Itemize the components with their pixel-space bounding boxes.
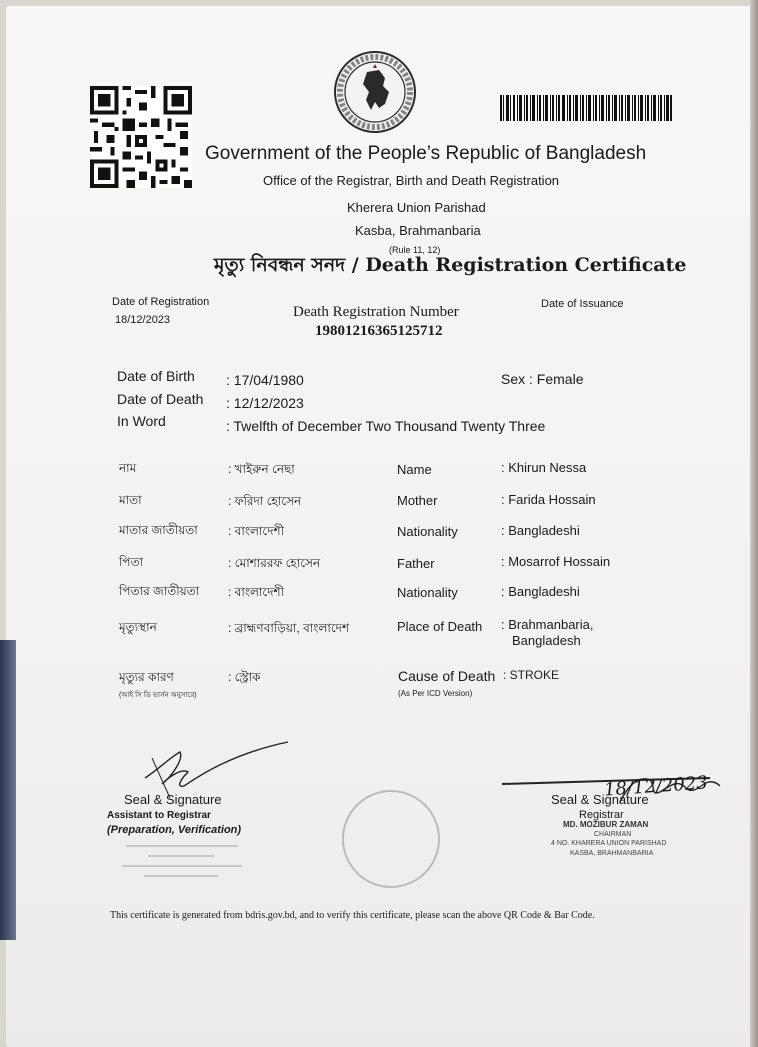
- qr-code-icon: [90, 86, 192, 188]
- cause-value-bn: : স্ট্রোক: [228, 670, 261, 684]
- stamp-line: 4 NO. KHARERA UNION PARISHAD: [551, 840, 667, 847]
- cause-note-bn: (আই সি ডি ভার্সন অনুসারে): [119, 692, 197, 699]
- registration-number-label: Death Registration Number: [293, 304, 459, 320]
- background-edge-left: [0, 640, 16, 940]
- row-value-en: : Brahmanbaria,: [501, 617, 594, 632]
- dob-value: : 17/04/1980: [226, 372, 304, 388]
- row-label-en: Nationality: [397, 524, 458, 539]
- row-value-en: : Farida Hossain: [501, 492, 596, 507]
- faded-stamp-icon: [118, 840, 248, 886]
- cause-value-en: : STROKE: [503, 668, 560, 682]
- row-value-en: : Bangladeshi: [501, 584, 580, 599]
- row-value-bn: : ব্রাহ্মণবাড়িয়া, বাংলাদেশ: [228, 621, 350, 635]
- row-value-bn: : বাংলাদেশী: [228, 585, 285, 599]
- issuance-date-label: Date of Issuance: [541, 298, 624, 310]
- row-label-en: Place of Death: [397, 619, 483, 634]
- inword-label: In Word: [117, 413, 166, 429]
- row-label-bn: নাম: [119, 461, 137, 475]
- certificate-title-en: Death Registration Certificate: [358, 254, 687, 276]
- row-label-bn: মৃত্যুস্থান: [119, 620, 157, 634]
- left-role: Assistant to Registrar: [107, 810, 211, 821]
- row-label-en: Nationality: [397, 585, 458, 600]
- office-name: Office of the Registrar, Birth and Death Registration: [263, 173, 560, 188]
- row-value-en: : Mosarrof Hossain: [501, 554, 611, 569]
- row-value-bn: : বাংলাদেশী: [228, 524, 285, 538]
- official-seal-icon: [342, 790, 440, 888]
- row-label-en: Mother: [397, 493, 438, 508]
- stamp-line: KASBA, BRAHMANBARIA: [570, 850, 654, 857]
- row-value-bn: : খাইরুন নেছা: [228, 462, 295, 476]
- inword-value: : Twelfth of December Two Thousand Twenty Three: [226, 418, 546, 434]
- right-role: Registrar: [579, 809, 624, 821]
- union-name: Kherera Union Parishad: [347, 200, 486, 215]
- left-seal-label: Seal & Signature: [124, 792, 222, 807]
- row-label-bn: মাতা: [119, 493, 142, 507]
- row-label-en: Father: [397, 556, 435, 571]
- dod-value: : 12/12/2023: [226, 395, 304, 411]
- row-label-en: Name: [397, 462, 432, 477]
- registration-date-label: Date of Registration: [112, 296, 210, 308]
- stamp-line: CHAIRMAN: [594, 831, 632, 838]
- dob-label: Date of Birth: [117, 368, 195, 384]
- footer-note: This certificate is generated from bdris.gov.bd, and to verify this certificate, please scan the above QR Code & Bar Code.: [110, 910, 595, 921]
- rule-reference: (Rule 11, 12): [389, 245, 441, 255]
- dod-label: Date of Death: [117, 391, 204, 407]
- row-label-bn: মাতার জাতীয়তা: [119, 523, 198, 537]
- government-title: Government of the People’s Republic of Bangladesh: [205, 143, 647, 164]
- registration-number-value: 19801216365125712: [315, 323, 443, 339]
- handwritten-date: 18/12/2023: [603, 772, 709, 801]
- row-value-bn: : ফরিদা হোসেন: [228, 494, 302, 508]
- cause-label-bn: মৃত্যুর কারণ: [119, 670, 174, 684]
- row-value-en: : Bangladeshi: [501, 523, 580, 538]
- barcode-icon: [500, 95, 672, 121]
- stamp-line: MD. MOZIBUR ZAMAN: [563, 820, 649, 829]
- government-emblem-icon: [333, 50, 417, 134]
- cause-note-en: (As Per ICD Version): [398, 689, 473, 698]
- cause-label-en: Cause of Death: [398, 668, 496, 684]
- background-edge-right: [750, 0, 758, 1047]
- location-name: Kasba, Brahmanbaria: [355, 223, 481, 238]
- sex-value: Sex : Female: [501, 371, 584, 387]
- certificate-title: [214, 251, 686, 283]
- row-value-bn: : মোশাররফ হোসেন: [228, 556, 321, 570]
- row-value-en-line2: Bangladesh: [512, 633, 581, 648]
- row-label-bn: পিতা: [119, 555, 144, 569]
- row-label-bn: পিতার জাতীয়তা: [119, 584, 200, 598]
- right-seal-label: Seal & Signature: [551, 792, 649, 807]
- row-value-en: : Khirun Nessa: [501, 460, 587, 475]
- registration-date-value: 18/12/2023: [115, 314, 171, 326]
- certificate-title-bn: মৃত্যু নিবন্ধন সনদ /: [214, 254, 359, 276]
- left-duty: (Preparation, Verification): [107, 824, 242, 836]
